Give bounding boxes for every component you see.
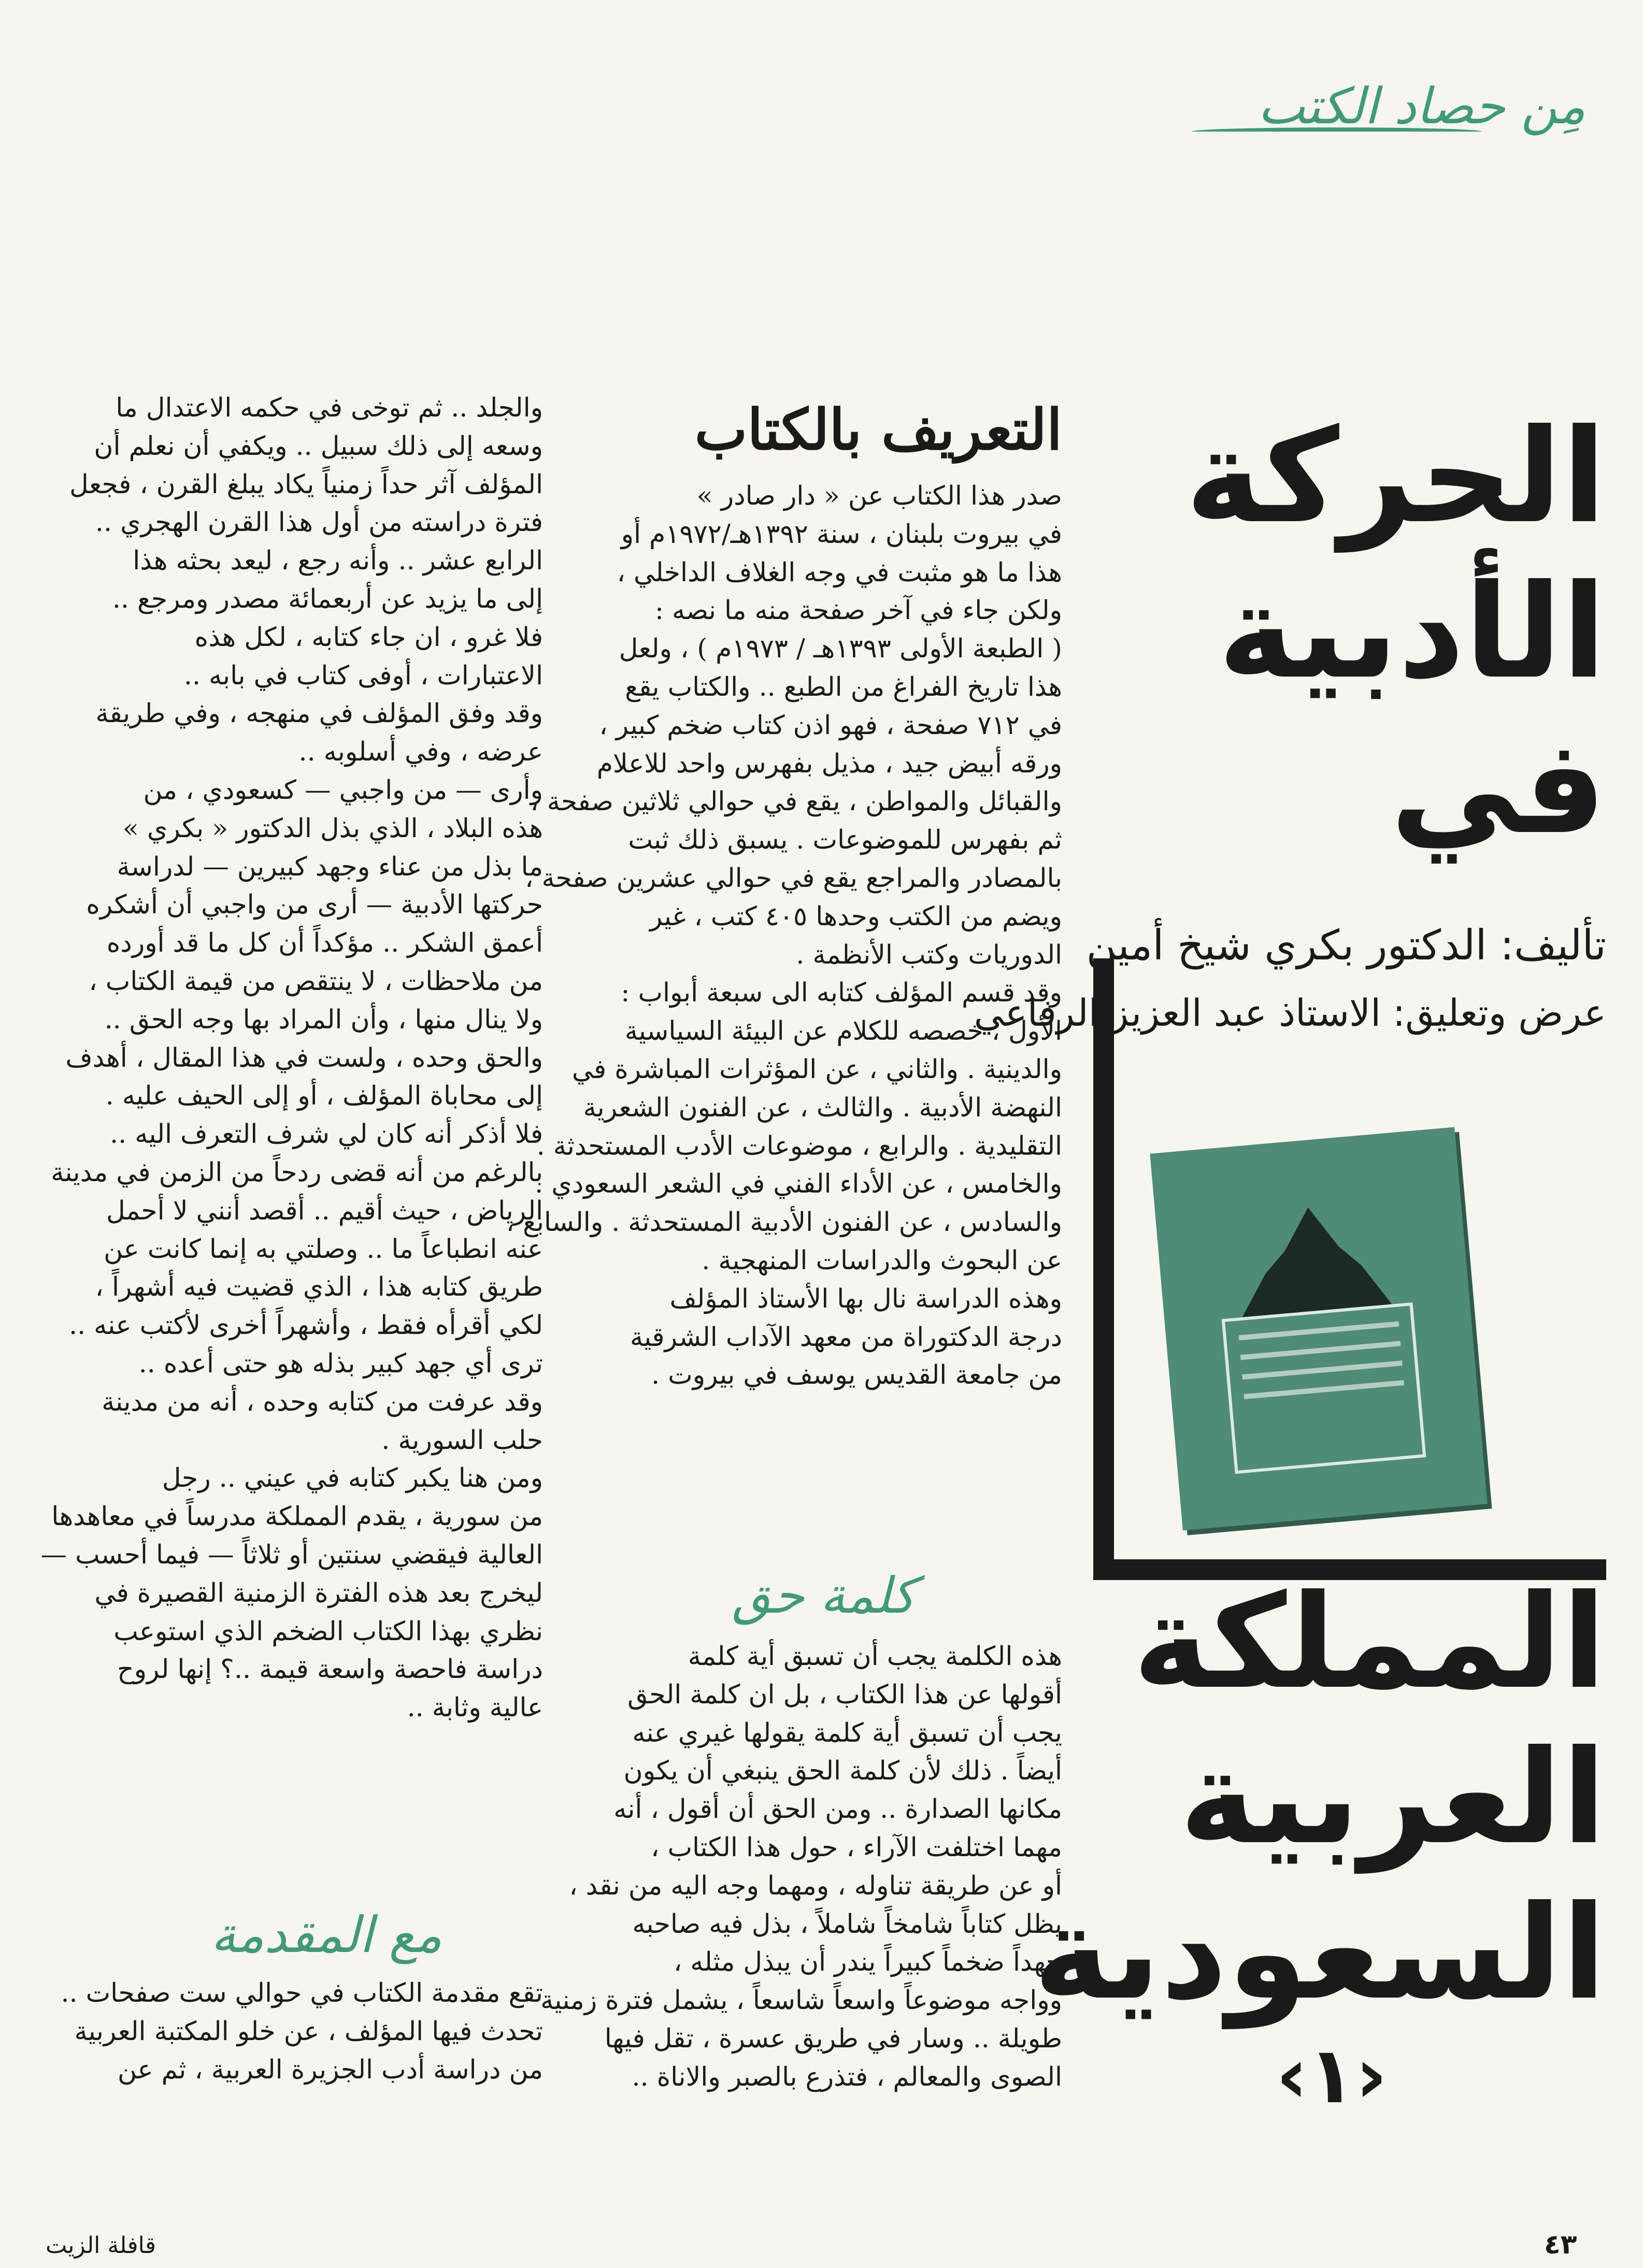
book-cover-arch-decoration: [1233, 1201, 1392, 1317]
header-swash-ornament: [1192, 127, 1482, 136]
middle-para-2: وقد قسم المؤلف كتابه الى سبعة أبواب : الأول ، خصصه للكلام عن البيئة السياسية والدينية . والثاني ، عن المؤثرات المباشرة في النهضة الأدبية . والثالث ، عن الفنون الشعرية التقليدية . والرابع ، موضوعات الأدب المستحدثة . والخامس ، عن الأداء الفني في الشعر السعودي . والسادس ، عن الفنون الأدبية المستحدثة . والسابع ، عن البحوث والدراسات المنهجية .: [506, 977, 1062, 1275]
heading-book-introduction: التعريف بالكتاب: [694, 397, 1062, 463]
heading-word-of-truth: كلمة حق: [732, 1567, 916, 1625]
footer-page-number: ٤٣: [1544, 2229, 1577, 2260]
section-header-text: مِن حصاد الكتب: [1258, 77, 1585, 135]
book-cover-image: [1150, 1127, 1487, 1531]
heading-with-introduction: مع المقدمة: [210, 1906, 442, 1964]
middle-para-4: هذه الكلمة يجب أن تسبق أية كلمة أقولها عن هذا الكتاب ، بل ان كلمة الحق يجب أن تسبق أية كلمة يقولها غيري عنه أيضاً . ذلك لأن كلمة الحق ينبغي أن يكون مكانها الصدارة .. ومن الحق أن أقول ، أنه مهما اختلفت الآراء ، حول هذا الكتاب ، أو عن طريقة تناوله ، ومهما وجه اليه من نقد ، يظل كتاباً شامخاً شاملاً ، بذل فيه صاحبه جهداً ضخماً كبيراً يندر أن يبذل مثله ، وواجه موضوعاً واسعاً شاسعاً ، يشمل فترة زمنية طويلة .. وسار في طريق عسرة ، تقل فيها الصوى والمعالم ، فتذرع بالصبر والاناة ..: [540, 1641, 1062, 2092]
section-header: [1192, 67, 1585, 150]
middle-column: [506, 477, 1062, 1394]
title-line-1: الحركة: [1185, 401, 1606, 552]
book-cover-label: [1222, 1302, 1426, 1474]
author-credit: تأليف: الدكتور بكري شيخ أمين: [1086, 921, 1606, 969]
reviewer-credit: عرض وتعليق: الاستاذ عبد العزيز الرفاعي: [974, 991, 1606, 1035]
title-line-3: في: [1390, 712, 1606, 863]
part-number: ‹١›: [1276, 2031, 1388, 2121]
left-para-6: تقع مقدمة الكتاب في حوالي ست صفحات .. تحدث فيها المؤلف ، عن خلو المكتبة العربية من دراسة أدب الجزيرة العربية ، ثم عن: [61, 1977, 543, 2085]
middle-column-lower: [540, 1637, 1062, 2096]
title-line-5: العربية: [1179, 1722, 1606, 1873]
title-line-2: الأدبية: [1218, 556, 1606, 707]
title-line-6: السعودية: [1033, 1877, 1606, 2028]
middle-para-3: وهذه الدراسة نال بها الأستاذ المؤلف درجة الدكتوراة من معهد الآداب الشرقية من جامعة القديس يوسف في بيروت .: [630, 1283, 1062, 1390]
left-para-2: فلا غرو ، ان جاء كتابه ، لكل هذه الاعتبارات ، أوفى كتاب في بابه ..: [183, 621, 543, 691]
left-para-5: ومن هنا يكبر كتابه في عيني .. رجل من سورية ، يقدم المملكة مدرساً في معاهدها العالية فيقضي سنتين أو ثلاثاً — فيما أحسب — ليخرج بعد هذه الفترة الزمنية القصيرة في نظري بهذا الكتاب الضخم الذي استوعب دراسة فاحصة واسعة قيمة ..؟ إنها لروح عالية وثابة ..: [40, 1462, 543, 1723]
left-para-1: والجلد .. ثم توخى في حكمه الاعتدال ما وسعه إلى ذلك سبيل .. ويكفي أن نعلم أن المؤلف آثر حداً زمنياً يكاد يبلغ القرن ، فجعل فترة دراسته من أول هذا القرن الهجري .. الرابع عشر .. وأنه رجع ، ليعد بحثه هذا إلى ما يزيد عن أربعمائة مصدر ومرجع ..: [69, 392, 543, 614]
left-column-lower: [56, 1974, 543, 2088]
footer-magazine-name: قافلة الزيت: [46, 2232, 156, 2259]
left-para-3: وقد وفق المؤلف في منهجه ، وفي طريقة عرضه ، وفي أسلوبه ..: [95, 698, 543, 767]
left-para-4: وأرى — من واجبي — كسعودي ، من هذه البلاد ، الذي بذل الدكتور « بكري » ما بذل من عناء وجهد كبيرين — لدراسة حركتها الأدبية — أرى من واجبي أن أشكره أعمق الشكر .. مؤكداً أن كل ما قد أورده من ملاحظات ، لا ينتقص من قيمة الكتاب ، ولا ينال منها ، وأن المراد بها وجه الحق .. والحق وحده ، ولست في هذا المقال ، أهدف إلى محاباة المؤلف ، أو إلى الحيف عليه . فلا أذكر أنه كان لي شرف التعرف اليه .. بالرغم من أنه قضى ردحاً من الزمن في مدينة الرياض ، حيث أقيم .. أقصد أنني لا أحمل عنه انطباعاً ما .. وصلتي به إنما كانت عن طريق كتابه هذا ، الذي قضيت فيه أشهراً ، لكي أقرأه فقط ، وأشهراً أخرى لأكتب عنه .. ترى أي جهد كبير بذله هو حتى أعده .. وقد عرفت من كتابه وحده ، أنه من مدينة حلب السورية .: [51, 774, 543, 1455]
middle-para-1: صدر هذا الكتاب عن « دار صادر » في بيروت بلبنان ، سنة ١٣٩٢هـ/١٩٧٢م أو هذا ما هو مثبت في وجه الغلاف الداخلي ، ولكن جاء في آخر صفحة منه ما نصه : ( الطبعة الأولى ١٣٩٣هـ / ١٩٧٣م ) ، ولعل هذا تاريخ الفراغ من الطبع .. والكتاب يقع في ٧١٢ صفحة ، فهو اذن كتاب ضخم كبير ، ورقه أبيض جيد ، مذيل بفهرس واحد للاعلام والقبائل والمواطن ، يقع في حوالي ثلاثين صفحة ، ثم بفهرس للموضوعات . يسبق ذلك ثبت بالمصادر والمراجع يقع في حوالي عشرين صفحة ، ويضم من الكتب وحدها ٤٠٥ كتب ، غير الدوريات وكتب الأنظمة .: [525, 480, 1062, 970]
left-column: [40, 389, 543, 1727]
title-line-4b: المملكة: [1133, 1567, 1606, 1717]
